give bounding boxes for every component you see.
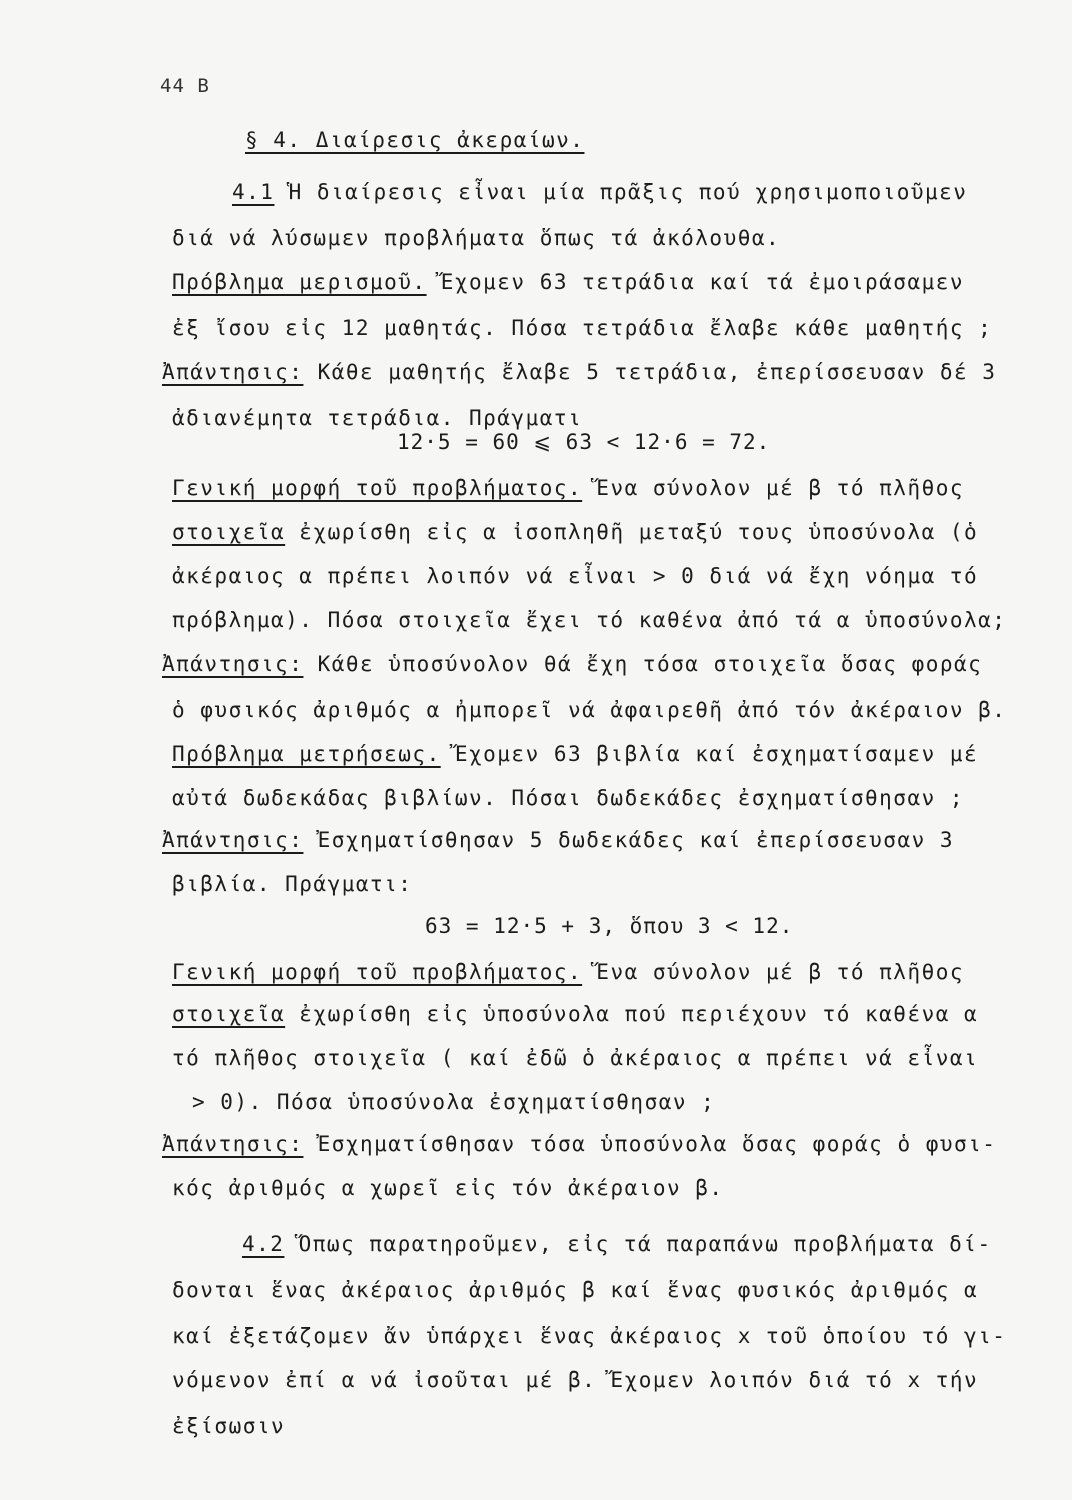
paragraph-line: ἐξ ἴσου εἰς 12 μαθητάς. Πόσα τετράδια ἔλαβε κάθε μαθητής ; — [172, 316, 993, 340]
paragraph-line: νόμενον ἐπί α νά ἰσοῦται μέ β. Ἔχομεν λοιπόν διά τό x τήν — [172, 1368, 979, 1392]
paragraph-line: ἐξίσωσιν — [172, 1414, 286, 1438]
paragraph-line: Πρόβλημα μερισμοῦ. Ἔχομεν 63 τετράδια καί τά ἐμοιράσαμεν — [172, 270, 965, 294]
paragraph-line: Ἀπάντησις: Ἐσχηματίσθησαν τόσα ὑποσύνολα ὅσας φοράς ὁ φυσι- — [162, 1132, 997, 1156]
paragraph-number: 4.2 — [242, 1232, 285, 1256]
answer-label: Ἀπάντησις: — [162, 828, 304, 852]
equation: 63 = 12·5 + 3, ὅπου 3 < 12. — [425, 914, 794, 938]
paragraph-line: 4.2 Ὅπως παρατηροῦμεν, εἰς τά παραπάνω προβλήματα δί- — [242, 1232, 992, 1256]
paragraph-line: ἀκέραιος α πρέπει λοιπόν νά εἶναι > 0 διά νά ἔχη νόημα τό — [172, 564, 979, 588]
paragraph-line: Γενική μορφή τοῦ προβλήματος. Ἕνα σύνολον μέ β τό πλῆθος — [172, 960, 965, 984]
paragraph-line: δονται ἕνας ἀκέραιος ἀριθμός β καί ἕνας φυσικός ἀριθμός α — [172, 1278, 979, 1302]
answer-label: Ἀπάντησις: — [162, 1132, 304, 1156]
paragraph-line: Ἀπάντησις: Ἐσχηματίσθησαν 5 δωδεκάδες καί ἐπερίσσευσαν 3 — [162, 828, 955, 852]
paragraph-line: Πρόβλημα μετρήσεως. Ἔχομεν 63 βιβλία καί ἐσχηματίσαμεν μέ — [172, 742, 979, 766]
paragraph-line: ὁ φυσικός ἀριθμός α ἠμπορεῖ νά ἀφαιρεθῆ ἀπό τόν ἀκέραιον β. — [172, 698, 1007, 722]
general-form-label: Γενική μορφή τοῦ προβλήματος. — [172, 960, 583, 984]
page-number: 44 B — [160, 75, 210, 97]
paragraph-line: Γενική μορφή τοῦ προβλήματος. Ἕνα σύνολον μέ β τό πλῆθος — [172, 476, 965, 500]
paragraph-line: στοιχεῖα ἐχωρίσθη εἰς ὑποσύνολα πού περιέχουν τό καθένα α — [172, 1002, 979, 1026]
paragraph-line: κός ἀριθμός α χωρεῖ εἰς τόν ἀκέραιον β. — [172, 1176, 724, 1200]
paragraph-line: Ἀπάντησις: Κάθε μαθητής ἔλαβε 5 τετράδια, ἐπερίσσευσαν δέ 3 — [162, 360, 997, 384]
problem-label: Πρόβλημα μερισμοῦ. — [172, 270, 427, 294]
answer-label: Ἀπάντησις: — [162, 360, 304, 384]
paragraph-line: βιβλία. Πράγματι: — [172, 872, 413, 896]
section-heading: § 4. Διαίρεσις ἀκεραίων. — [245, 128, 585, 152]
paragraph-line: Ἀπάντησις: Κάθε ὑποσύνολον θά ἔχη τόσα στοιχεῖα ὅσας φοράς — [162, 652, 983, 676]
paragraph-number: 4.1 — [232, 180, 275, 204]
paragraph-line: τό πλῆθος στοιχεῖα ( καί ἐδῶ ὁ ἀκέραιος α πρέπει νά εἶναι — [172, 1046, 979, 1070]
paragraph-line: > 0). Πόσα ὑποσύνολα ἐσχηματίσθησαν ; — [192, 1090, 716, 1114]
general-form-label: Γενική μορφή τοῦ προβλήματος. — [172, 476, 583, 500]
equation: 12·5 = 60 ⩽ 63 < 12·6 = 72. — [397, 430, 771, 454]
paragraph-line: 4.1 Ἡ διαίρεσις εἶναι μία πρᾶξις πού χρησιμοποιοῦμεν — [232, 180, 968, 204]
answer-label: Ἀπάντησις: — [162, 652, 304, 676]
paragraph-line: καί ἐξετάζομεν ἄν ὑπάρχει ἕνας ἀκέραιος x τοῦ ὁποίου τό γι- — [172, 1324, 1007, 1348]
paragraph-line: διά νά λύσωμεν προβλήματα ὅπως τά ἀκόλουθα. — [172, 226, 781, 250]
paragraph-line: ἀδιανέμητα τετράδια. Πράγματι — [172, 406, 583, 430]
paragraph-line: στοιχεῖα ἐχωρίσθη εἰς α ἰσοπληθῆ μεταξύ τους ὑποσύνολα (ὁ — [172, 520, 979, 544]
paragraph-line: πρόβλημα). Πόσα στοιχεῖα ἔχει τό καθένα ἀπό τά α ὑποσύνολα; — [172, 608, 1007, 632]
problem-label: Πρόβλημα μετρήσεως. — [172, 742, 441, 766]
paragraph-line: αὐτά δωδεκάδας βιβλίων. Πόσαι δωδεκάδες ἐσχηματίσθησαν ; — [172, 786, 965, 810]
